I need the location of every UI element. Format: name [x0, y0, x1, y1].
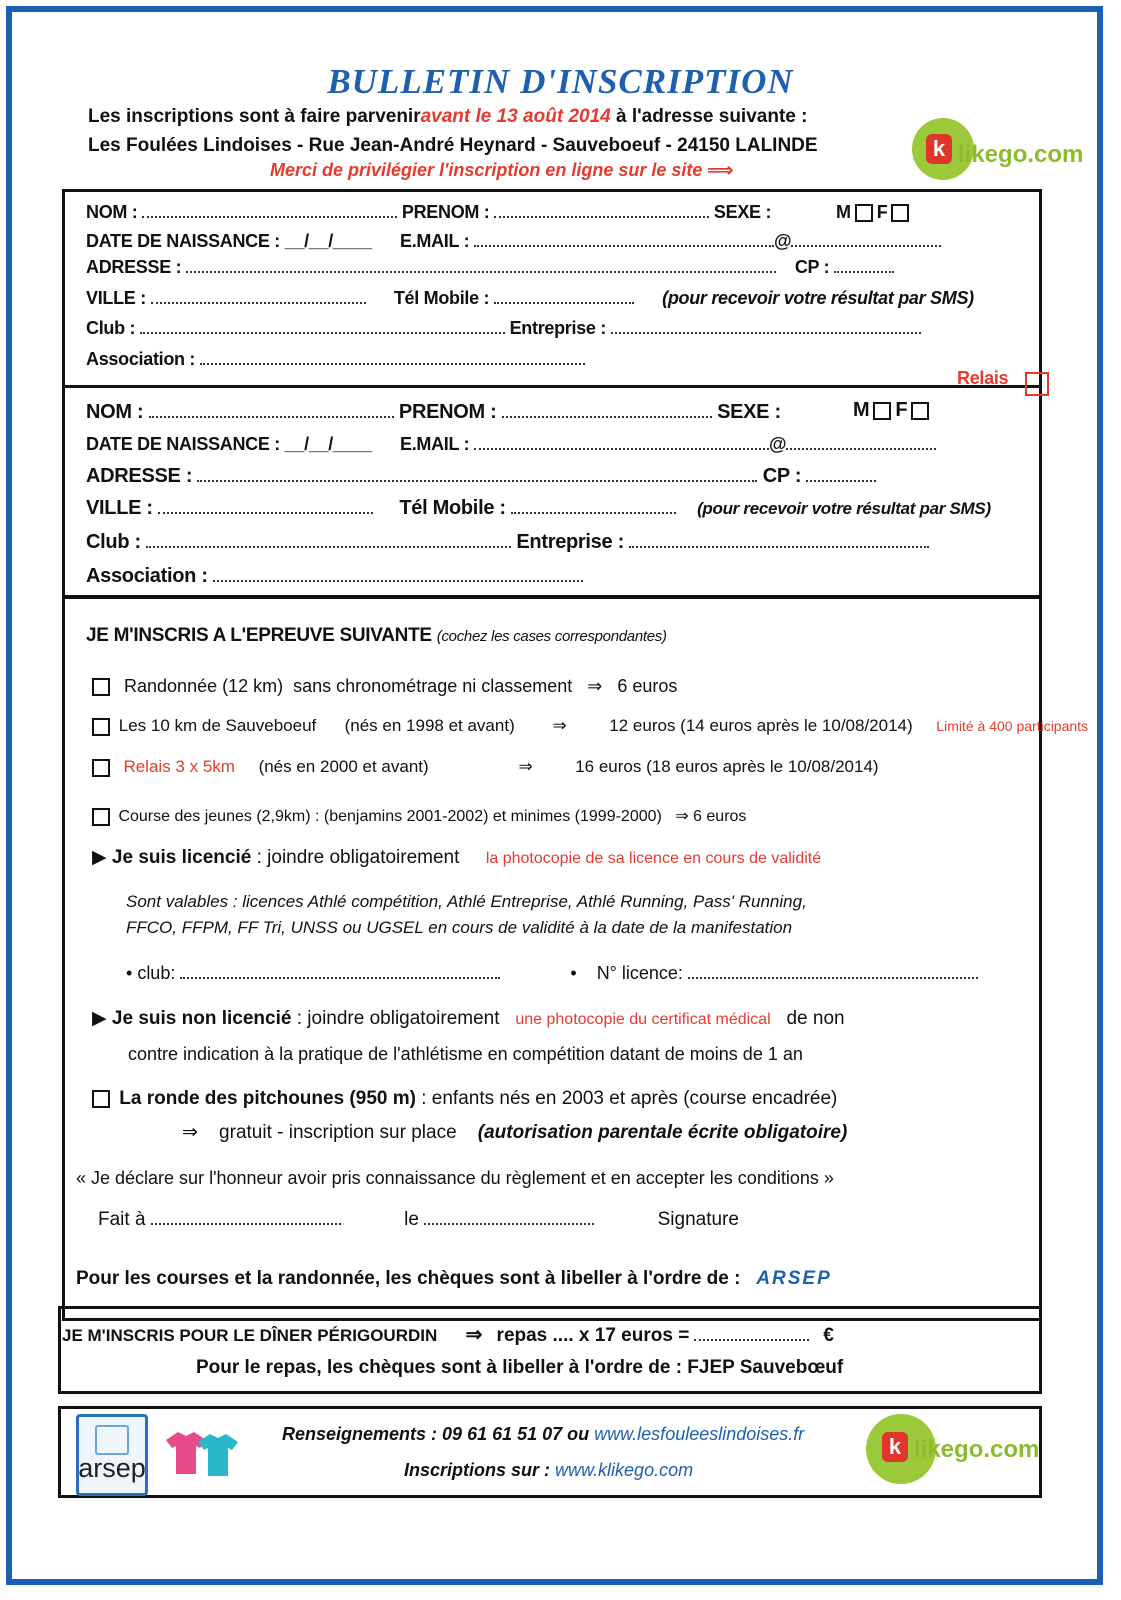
- participant-divider: [62, 385, 1042, 388]
- cheques-courses: Pour les courses et la randonnée, les chèques sont à libeller à l'ordre de : ARSEP: [76, 1268, 832, 1289]
- triangle-right-icon: ▶: [92, 847, 107, 868]
- tshirts-logo: [162, 1422, 242, 1486]
- p1-m-checkbox[interactable]: [855, 204, 873, 222]
- p2-row-club: Club : Entreprise :: [86, 531, 929, 554]
- relais-checkbox[interactable]: [1025, 372, 1049, 396]
- event-10km: Les 10 km de Sauveboeuf (nés en 1998 et avant) ⇒ 12 euros (14 euros après le 10/08/2014) Limité à 400 participants: [88, 716, 1088, 736]
- signature-row: Fait à le Signature: [98, 1209, 739, 1230]
- footer-renseignements: Renseignements : 09 61 61 51 07 ou www.lesfouleeslindoises.fr: [282, 1424, 805, 1444]
- p1-row-ville: VILLE : Tél Mobile : (pour recevoir votre résultat par SMS): [86, 288, 974, 308]
- jeunes-checkbox[interactable]: [92, 808, 110, 826]
- event-rando: Randonnée (12 km) sans chronométrage ni classement ⇒ 6 euros: [88, 676, 677, 697]
- valables-1: Sont valables : licences Athlé compétition, Athlé Entreprise, Athlé Running, Pass' Running,: [126, 892, 807, 911]
- p1-sexe-options: M F: [836, 202, 913, 223]
- licencie-row: ▶ Je suis licencié : joindre obligatoirement la photocopie de sa licence en cours de validité: [92, 847, 822, 868]
- intro-online-note: Merci de privilégier l'inscription en ligne sur le site ⟹: [270, 160, 734, 180]
- tshirt-icon: [162, 1422, 242, 1486]
- p1-row-adresse: ADRESSE : CP :: [86, 257, 894, 278]
- klikego-logo-text: likego.com: [958, 141, 1084, 168]
- ronde-checkbox[interactable]: [92, 1090, 110, 1108]
- relais-label: Relais: [957, 368, 1009, 388]
- arsep-logo-text: arsep: [78, 1453, 146, 1483]
- relais-event-checkbox[interactable]: [92, 759, 110, 777]
- klikego-logo-footer-text: likego.com: [914, 1436, 1040, 1463]
- p2-sexe-options: M F: [853, 399, 933, 422]
- intro-line-1: [88, 106, 807, 128]
- diner-box: [58, 1306, 1042, 1394]
- p2-row-ville: VILLE : Tél Mobile : (pour recevoir votre résultat par SMS): [86, 497, 991, 519]
- triangle-right-icon: ▶: [92, 1008, 107, 1029]
- nonlicencie-2: contre indication à la pratique de l'athlétisme en compétition datant de moins de 1 an: [128, 1044, 803, 1064]
- p2-row-nom: NOM : PRENOM : SEXE :: [86, 401, 781, 423]
- p1-row-club: Club : Entreprise :: [86, 318, 921, 339]
- club-licence-row: • club: • N° licence:: [126, 963, 978, 984]
- p2-m-checkbox[interactable]: [873, 402, 891, 420]
- intro-text-2: à l'adresse suivante :: [616, 106, 808, 127]
- 10km-checkbox[interactable]: [92, 718, 110, 736]
- event-relais: Relais 3 x 5km (nés en 2000 et avant) ⇒ 16 euros (18 euros après le 10/08/2014): [88, 757, 879, 777]
- arsep-logo: [76, 1414, 148, 1496]
- footer-inscriptions: Inscriptions sur : www.klikego.com: [404, 1460, 694, 1480]
- p2-row-naissance: DATE DE NAISSANCE : __/__/____ E.MAIL : @: [86, 434, 936, 455]
- p2-row-adresse: ADRESSE : CP :: [86, 465, 876, 488]
- nonlicencie-row: ▶ Je suis non licencié : joindre obligatoirement une photocopie du certificat médical de non: [92, 1008, 845, 1029]
- diner-row: JE M'INSCRIS POUR LE DÎNER PÉRIGOURDIN ⇒ repas .... x 17 euros = €: [62, 1324, 834, 1346]
- p1-row-naissance: DATE DE NAISSANCE : __/__/____ E.MAIL : @: [86, 231, 941, 252]
- klikego-k-icon: k: [926, 134, 952, 164]
- valables-2: FFCO, FFPM, FF Tri, UNSS ou UGSEL en cours de validité à la date de la manifestation: [126, 918, 793, 937]
- rando-checkbox[interactable]: [92, 678, 110, 696]
- klikego-k-icon: k: [882, 1432, 908, 1462]
- declaration: « Je déclare sur l'honneur avoir pris connaissance du règlement et en accepter les conditions »: [76, 1168, 834, 1188]
- p1-row-association: Association :: [86, 349, 585, 370]
- diner-cheques: Pour le repas, les chèques sont à libeller à l'ordre de : FJEP Sauvebœuf: [196, 1357, 844, 1378]
- p2-row-association: Association :: [86, 565, 583, 588]
- ronde-2: ⇒ gratuit - inscription sur place (autorisation parentale écrite obligatoire): [182, 1122, 848, 1143]
- p2-f-checkbox[interactable]: [911, 402, 929, 420]
- events-heading: JE M'INSCRIS A L'EPREUVE SUIVANTE (cochez les cases correspondantes): [86, 625, 667, 646]
- event-jeunes: Course des jeunes (2,9km) : (benjamins 2001-2002) et minimes (1999-2000) ⇒ 6 euros: [88, 806, 746, 826]
- deadline: avant le 13 août 2014: [420, 106, 611, 127]
- p1-f-checkbox[interactable]: [891, 204, 909, 222]
- event-ronde: La ronde des pitchounes (950 m) : enfants nés en 2003 et après (course encadrée): [88, 1088, 837, 1110]
- intro-text: Les inscriptions sont à faire parvenir: [88, 106, 421, 127]
- p1-row-nom: NOM : PRENOM : SEXE :: [86, 202, 772, 222]
- page-title: BULLETIN D'INSCRIPTION: [327, 62, 794, 101]
- intro-address: Les Foulées Lindoises - Rue Jean-André Heynard - Sauveboeuf - 24150 LALINDE: [88, 135, 818, 156]
- arsep-logo-icon: [95, 1425, 129, 1455]
